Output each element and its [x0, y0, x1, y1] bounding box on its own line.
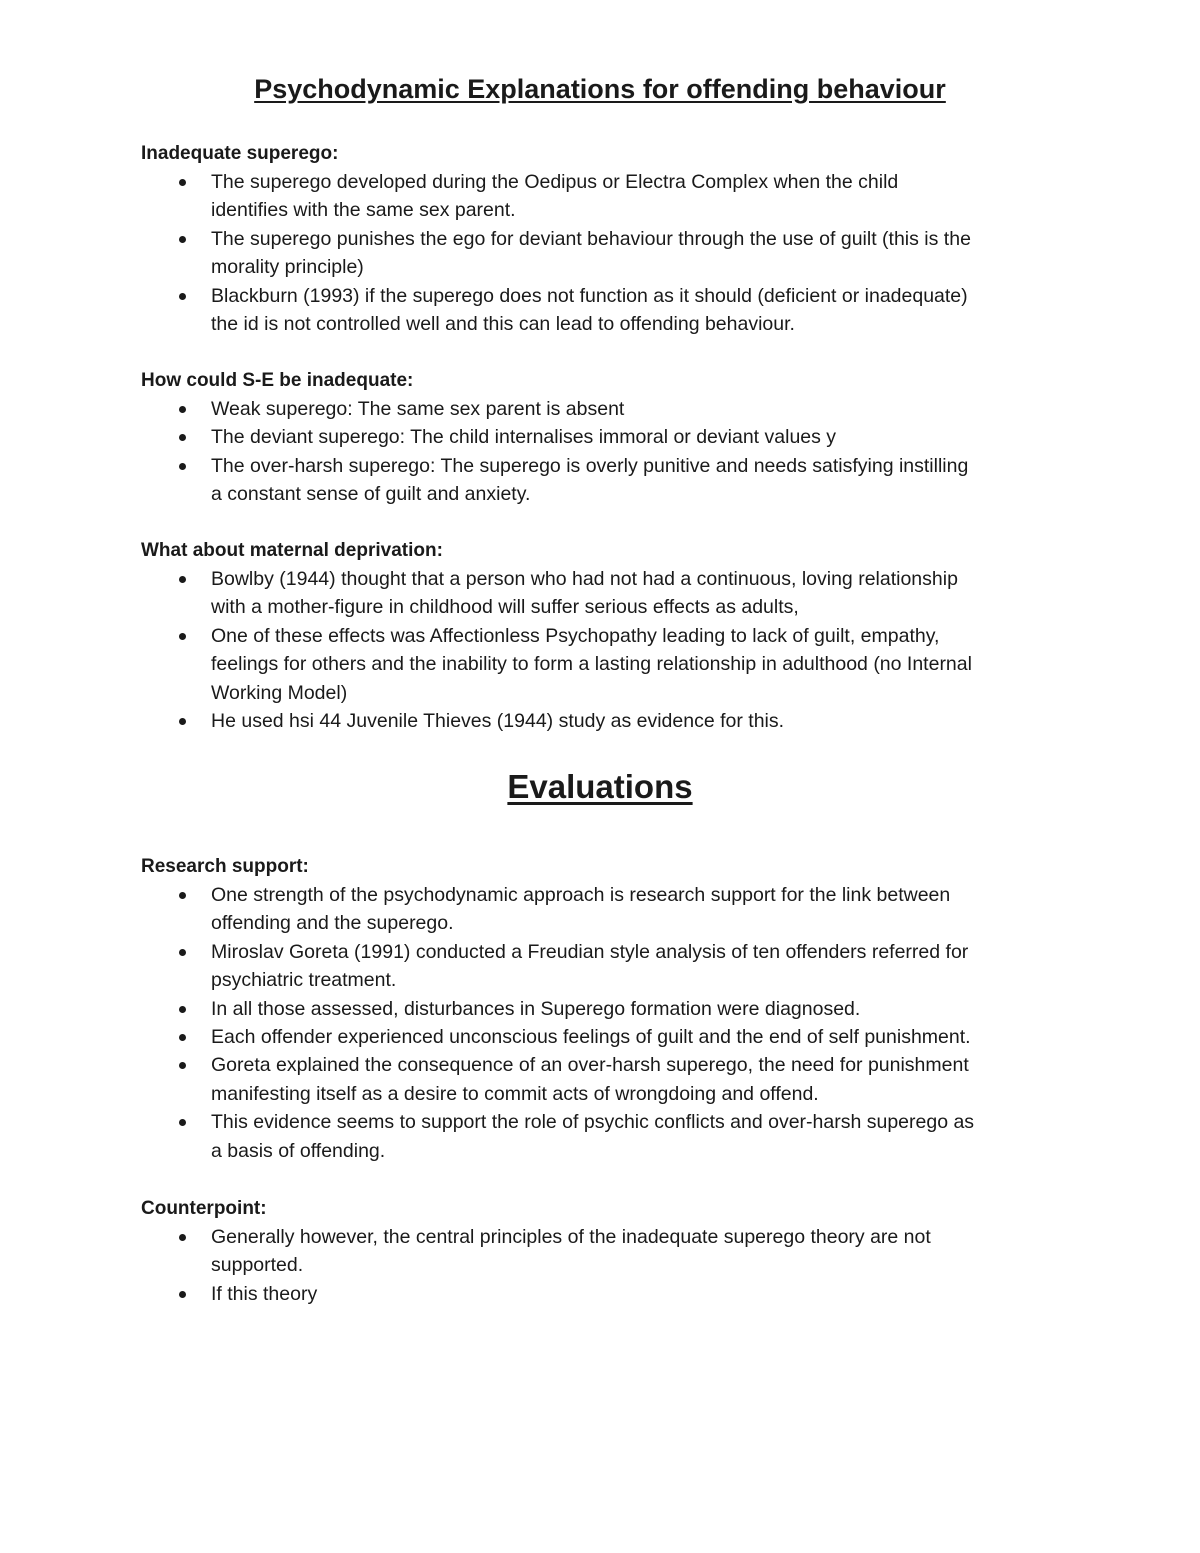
list-item: The superego developed during the Oedipus or Electra Complex when the child identifies with the same sex parent.: [141, 168, 1081, 225]
list-item: One of these effects was Affectionless Psychopathy leading to lack of guilt, empathy, feelings for others and the inability to form a lasting relationship in adulthood (no Internal Working Model): [141, 622, 1081, 707]
bullet-icon: [179, 718, 186, 725]
list-item: Goreta explained the consequence of an over-harsh superego, the need for punishment manifesting itself as a desire to commit acts of wrongdoing and offend.: [141, 1051, 1081, 1108]
bullet-icon: [179, 892, 186, 899]
section-maternal-deprivation: [141, 537, 1081, 735]
list-item: The deviant superego: The child internalises immoral or deviant values y: [141, 423, 1081, 451]
section-heading: Research support:: [141, 856, 309, 877]
bullet-icon: [179, 406, 186, 413]
list-item: In all those assessed, disturbances in Superego formation were diagnosed.: [141, 995, 1081, 1023]
bullet-icon: [179, 1062, 186, 1069]
list-item: This evidence seems to support the role of psychic conflicts and over-harsh superego as a basis of offending.: [141, 1108, 1081, 1165]
list-item: Generally however, the central principles of the inadequate superego theory are not supported.: [141, 1223, 1081, 1280]
section-heading: Inadequate superego:: [141, 143, 339, 164]
section-how-inadequate: [141, 367, 1081, 509]
bullet-icon: [179, 633, 186, 640]
bullet-list: [141, 881, 1081, 1165]
bullet-list: [141, 168, 1081, 338]
section-heading: What about maternal deprivation:: [141, 540, 443, 561]
list-item: Each offender experienced unconscious feelings of guilt and the end of self punishment.: [141, 1023, 1081, 1051]
section-heading: How could S-E be inadequate:: [141, 370, 414, 391]
list-item: If this theory: [141, 1280, 1081, 1308]
bullet-list: [141, 565, 1081, 735]
list-item: Weak superego: The same sex parent is absent: [141, 395, 1081, 423]
bullet-icon: [179, 1034, 186, 1041]
bullet-list: [141, 395, 1081, 509]
list-item: He used hsi 44 Juvenile Thieves (1944) study as evidence for this.: [141, 707, 1081, 735]
section-counterpoint: [141, 1195, 1081, 1308]
bullet-icon: [179, 1234, 186, 1241]
list-item: Bowlby (1944) thought that a person who had not had a continuous, loving relationship with a mother-figure in childhood will suffer serious effects as adults,: [141, 565, 1081, 622]
bullet-icon: [179, 434, 186, 441]
list-item: The superego punishes the ego for deviant behaviour through the use of guilt (this is the morality principle): [141, 225, 1081, 282]
section-research-support: [141, 853, 1081, 1165]
bullet-icon: [179, 1119, 186, 1126]
section-inadequate-superego: [141, 140, 1081, 338]
evaluations-title: Evaluations: [507, 768, 693, 805]
bullet-list: [141, 1223, 1081, 1308]
bullet-icon: [179, 949, 186, 956]
bullet-icon: [179, 293, 186, 300]
bullet-icon: [179, 1291, 186, 1298]
bullet-icon: [179, 576, 186, 583]
bullet-icon: [179, 1006, 186, 1013]
bullet-icon: [179, 236, 186, 243]
list-item: One strength of the psychodynamic approach is research support for the link between offending and the superego.: [141, 881, 1081, 938]
document-title: Psychodynamic Explanations for offending behaviour: [254, 74, 946, 104]
list-item: Blackburn (1993) if the superego does not function as it should (deficient or inadequate) the id is not controlled well and this can lead to offending behaviour.: [141, 282, 1081, 339]
list-item: Miroslav Goreta (1991) conducted a Freudian style analysis of ten offenders referred for psychiatric treatment.: [141, 938, 1081, 995]
bullet-icon: [179, 179, 186, 186]
bullet-icon: [179, 463, 186, 470]
list-item: The over-harsh superego: The superego is overly punitive and needs satisfying instilling a constant sense of guilt and anxiety.: [141, 452, 1081, 509]
section-heading: Counterpoint:: [141, 1198, 267, 1219]
